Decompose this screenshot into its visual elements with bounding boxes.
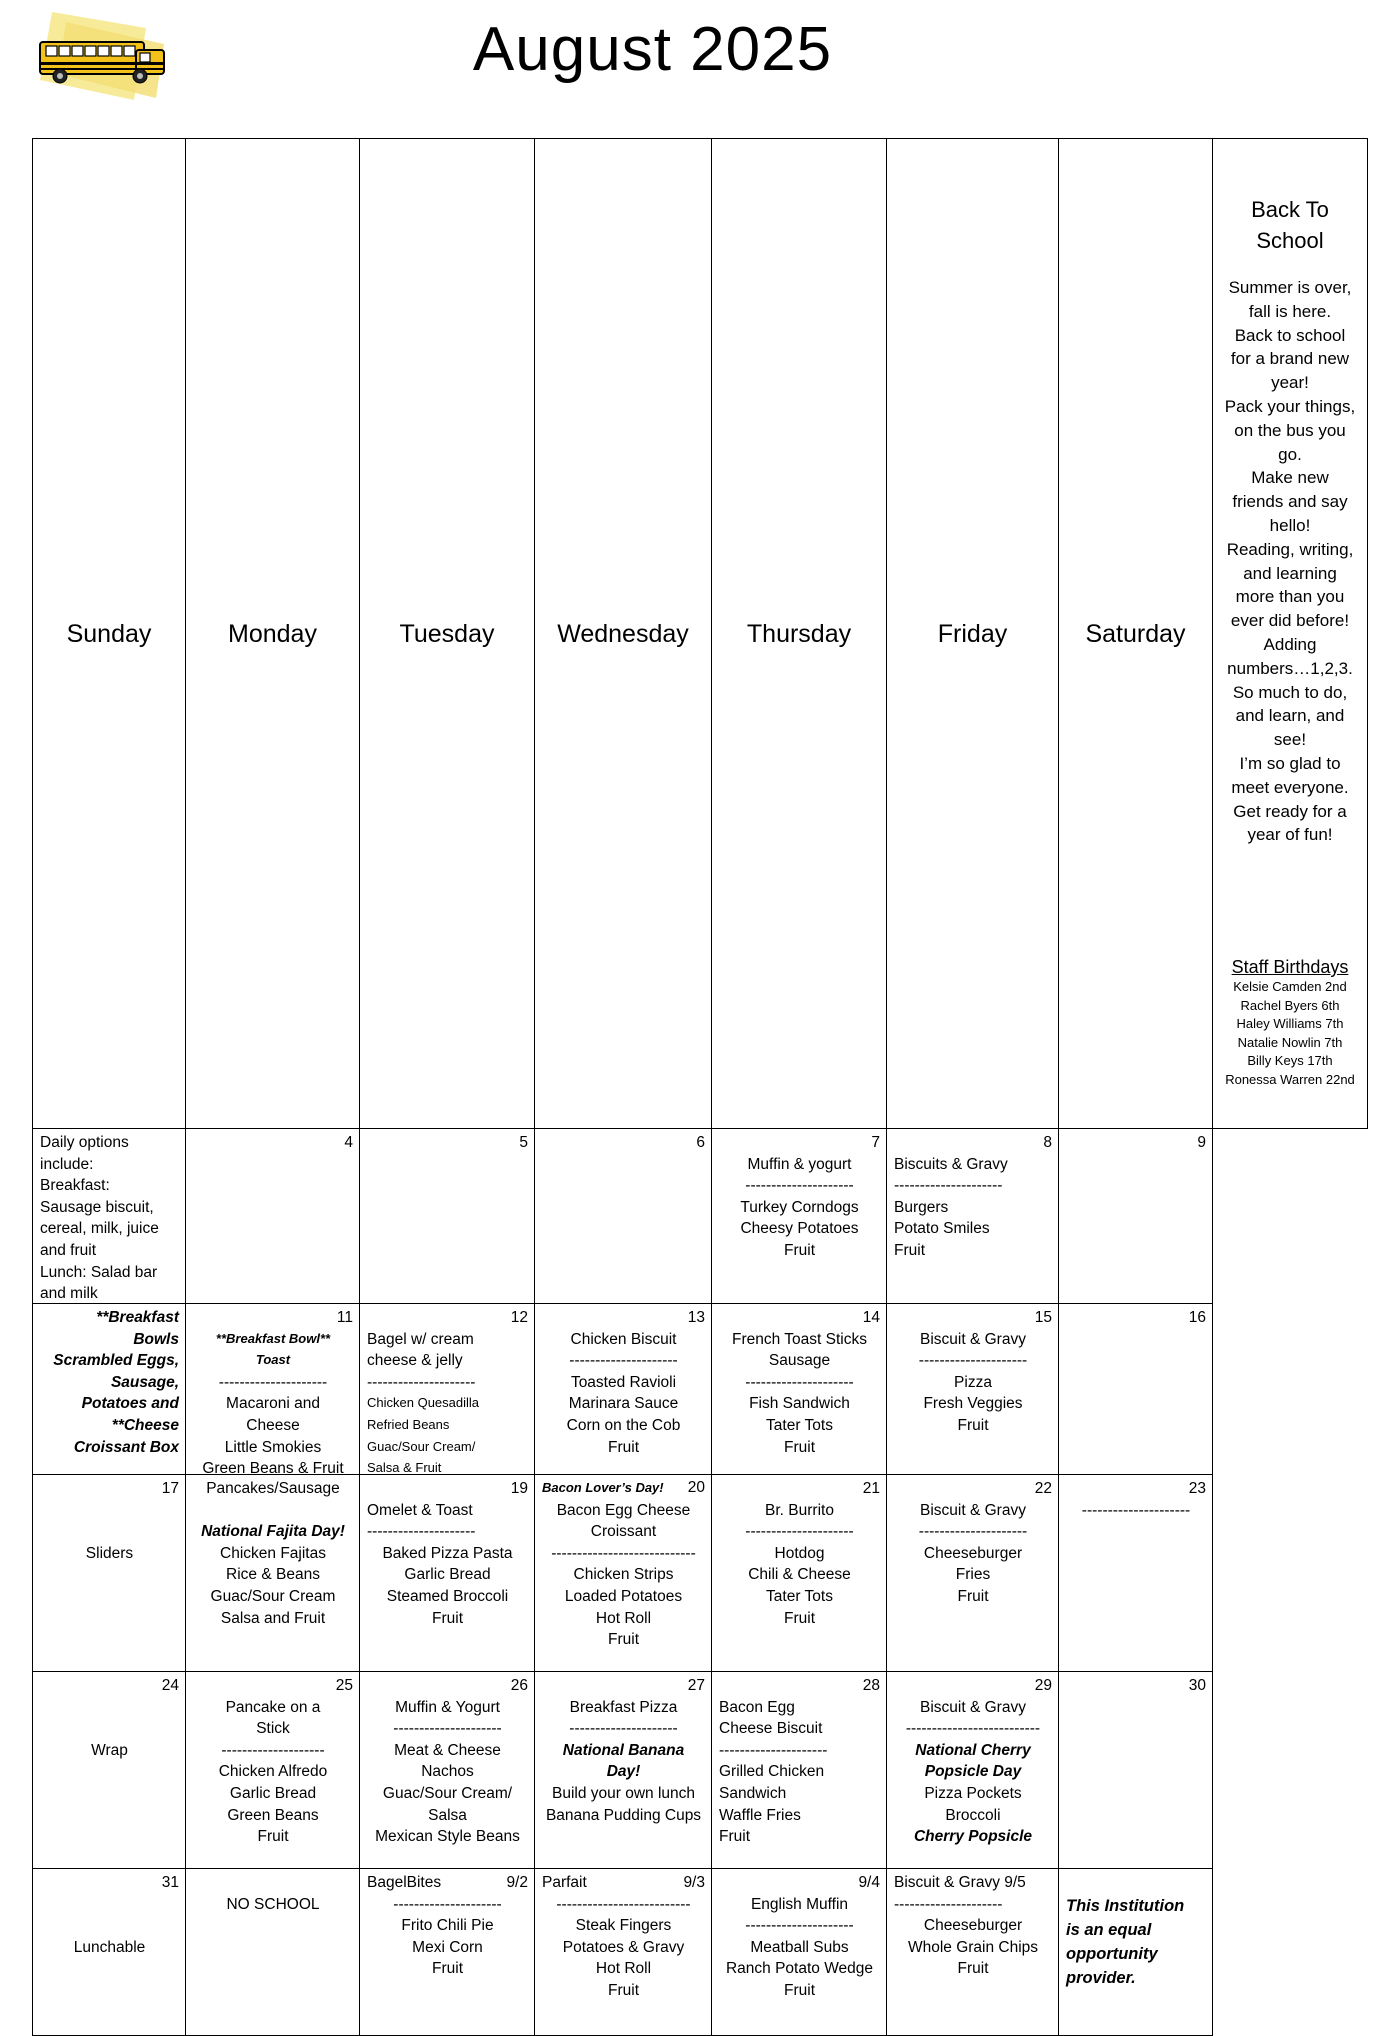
sidebar-panel	[1213, 139, 1368, 1129]
menu-line: Meatball Subs	[750, 1938, 849, 1956]
menu-line: Burgers	[894, 1198, 949, 1216]
calendar-day-cell	[887, 1672, 1059, 1869]
menu-line: ---------------------	[745, 1373, 854, 1391]
menu-line: Chicken Alfredo	[218, 1763, 328, 1781]
menu-line: Build your own lunch	[551, 1784, 696, 1802]
menu-line: Corn on the Cob	[566, 1416, 681, 1434]
poem-line: year!	[1271, 373, 1309, 393]
menu-line: Steak Fingers	[575, 1917, 672, 1935]
menu-line: Hotdog	[774, 1544, 825, 1562]
poem-line: Summer is over,	[1228, 278, 1352, 297]
calendar-day-cell	[186, 1672, 360, 1869]
menu-line: Br. Burrito	[765, 1501, 834, 1519]
poem-line: fall is here.	[1248, 301, 1332, 321]
menu-line: Cherry Popsicle	[913, 1828, 1033, 1846]
poem-line: Make new	[1251, 468, 1329, 488]
menu-line: Hot Roll	[595, 1609, 652, 1627]
calendar-day-cell	[712, 1475, 887, 1672]
menu-line: ---------------------	[894, 1895, 1003, 1913]
menu-line: Croissant	[590, 1523, 657, 1541]
poem-line: friends and say	[1232, 492, 1348, 512]
day-number: 20	[687, 1479, 705, 1496]
menu-line: Guac/Sour Cream/	[367, 1438, 476, 1454]
poem-line: and learning	[1243, 563, 1337, 583]
poem-line: year of fun!	[1247, 825, 1333, 845]
menu-line: Omelet & Toast	[367, 1501, 473, 1519]
calendar-day-cell	[535, 1304, 712, 1475]
menu-line	[40, 1521, 179, 1543]
menu-line: Muffin & Yogurt	[395, 1698, 500, 1716]
day-number: 4	[344, 1134, 353, 1151]
menu-line: **Cheese	[111, 1416, 179, 1434]
menu-line: Bowls	[133, 1330, 179, 1348]
menu-line: Guac/Sour Cream/	[382, 1784, 513, 1802]
day-number: 13	[687, 1309, 705, 1326]
menu-line: Potatoes & Gravy	[562, 1938, 685, 1956]
menu-line: This Institution	[1066, 1896, 1185, 1915]
menu-line: Chicken Biscuit	[570, 1330, 677, 1348]
day-number: 7	[871, 1134, 880, 1151]
menu-line: Frito Chili Pie	[401, 1917, 494, 1935]
calendar-day-cell	[887, 1475, 1059, 1672]
poem-line: Reading, writing,	[1226, 539, 1354, 559]
menu-line: Salsa and Fruit	[220, 1609, 326, 1627]
day-number: 9	[1197, 1134, 1206, 1151]
menu-line: ---------------------	[393, 1895, 502, 1913]
menu-line: Cheeseburger	[923, 1544, 1023, 1562]
day-number: 16	[1188, 1309, 1206, 1326]
weekday-header: Friday	[887, 139, 1059, 1129]
calendar-day-cell	[186, 1129, 360, 1304]
menu-line: ---------------------	[918, 1352, 1028, 1370]
staff-birthdays-list	[1213, 978, 1367, 1089]
menu-line: Banana Pudding Cups	[545, 1806, 702, 1824]
menu-line: Fruit	[784, 1981, 815, 1999]
menu-line: Muffin & yogurt	[747, 1155, 852, 1173]
menu-line: ---------------------	[367, 1523, 476, 1541]
menu-line	[40, 1718, 179, 1740]
weekday-header: Thursday	[712, 139, 887, 1129]
menu-line: include:	[40, 1155, 94, 1173]
menu-line: Daily options	[40, 1134, 129, 1151]
menu-line: Toast	[255, 1352, 291, 1368]
menu-line: cereal, milk, juice	[40, 1220, 159, 1238]
menu-line: Fruit	[894, 1241, 925, 1259]
menu-line-text: Parfait	[542, 1874, 587, 1891]
menu-line: Green Beans & Fruit	[202, 1460, 344, 1474]
menu-line: Pancakes/Sausage	[206, 1480, 340, 1497]
menu-line: Cheese	[246, 1416, 300, 1434]
day-number: 11	[336, 1309, 353, 1326]
day-number: 5	[519, 1134, 528, 1151]
menu-line: Croissant Box	[73, 1438, 179, 1456]
menu-line: Cheesy Potatoes	[740, 1220, 859, 1238]
menu-line: Fruit	[719, 1828, 750, 1846]
menu-line: Pizza Pockets	[924, 1784, 1022, 1802]
menu-line: Refried Beans	[367, 1416, 450, 1432]
menu-line: --------------------------	[556, 1895, 691, 1913]
menu-line: Turkey Corndogs	[740, 1198, 859, 1216]
poem-line: numbers…1,2,3.	[1227, 658, 1353, 678]
menu-line: Guac/Sour Cream	[210, 1587, 336, 1605]
menu-line: Waffle Fries	[719, 1806, 801, 1824]
menu-line	[40, 1894, 179, 1916]
back-to-school-poem	[1213, 276, 1367, 847]
calendar-day-cell	[186, 1869, 360, 2036]
calendar-day-cell	[535, 1869, 712, 2036]
day-number: 23	[1188, 1480, 1206, 1497]
calendar-day-cell	[33, 1869, 186, 2036]
menu-line: National Fajita Day!	[201, 1523, 345, 1541]
menu-line: Salsa & Fruit	[367, 1460, 442, 1474]
menu-line: Garlic Bread	[404, 1566, 491, 1584]
calendar-day-cell	[360, 1869, 535, 2036]
menu-line: Pizza	[954, 1373, 992, 1391]
menu-line: ---------------------	[393, 1720, 502, 1738]
menu-line: Fruit	[957, 1416, 989, 1434]
staff-birthdays-heading: Staff Birthdays	[1231, 957, 1349, 977]
menu-line: Baked Pizza Pasta	[382, 1544, 513, 1562]
menu-line: Fruit	[257, 1828, 289, 1846]
poem-line: meet everyone.	[1231, 777, 1349, 797]
menu-line: Chicken Quesadilla	[367, 1395, 480, 1411]
calendar-week-row	[33, 1129, 1368, 1304]
calendar-week-row	[33, 1304, 1368, 1475]
menu-line: Breakfast:	[40, 1177, 110, 1195]
day-number: 30	[1188, 1677, 1206, 1694]
calendar-day-cell	[33, 1672, 186, 1869]
day-number: 17	[161, 1480, 179, 1497]
menu-line: ---------------------	[569, 1720, 678, 1738]
calendar-day-cell	[712, 1129, 887, 1304]
menu-line: --------------------------	[905, 1720, 1041, 1738]
menu-line: and milk	[40, 1285, 98, 1303]
menu-line: Meat & Cheese	[394, 1741, 501, 1759]
day-number: 29	[1034, 1677, 1052, 1694]
menu-line: Bacon Egg	[719, 1698, 795, 1716]
calendar-day-cell	[887, 1869, 1059, 2036]
menu-line: Bagel w/ cream	[367, 1330, 474, 1348]
menu-line: Fruit	[608, 1981, 639, 1999]
day-number: 9/3	[683, 1874, 705, 1891]
calendar-day-cell	[360, 1129, 535, 1304]
menu-line-text: Bacon Lover’s Day!	[542, 1480, 664, 1495]
weekday-header: Wednesday	[535, 139, 712, 1129]
menu-line: Loaded Potatoes	[564, 1587, 683, 1605]
weekday-header: Tuesday	[360, 139, 535, 1129]
menu-line: Biscuit & Gravy	[920, 1330, 1026, 1348]
menu-line: Day!	[606, 1763, 641, 1781]
menu-line: ---------------------	[218, 1373, 328, 1391]
menu-line: Chicken Fajitas	[220, 1544, 326, 1562]
menu-line: Steamed Broccoli	[386, 1587, 509, 1605]
menu-line: Biscuit & Gravy	[920, 1698, 1026, 1716]
menu-line: provider.	[1066, 1968, 1136, 1987]
menu-line: ----------------------------	[551, 1544, 696, 1562]
poem-line: and learn, and	[1235, 706, 1345, 726]
calendar-day-cell	[33, 1129, 186, 1304]
menu-line: National Cherry	[915, 1741, 1031, 1759]
menu-line: --------------------	[221, 1741, 325, 1759]
calendar-week-row	[33, 1869, 1368, 2036]
menu-line: **Breakfast Bowl**	[215, 1330, 331, 1346]
staff-birthdays	[1213, 956, 1367, 1089]
menu-line	[40, 1697, 179, 1719]
menu-line: French Toast Sticks	[732, 1330, 867, 1348]
calendar-day-cell	[712, 1869, 887, 2036]
day-number: 27	[687, 1677, 705, 1694]
menu-line	[542, 1872, 705, 1894]
menu-line: Breakfast Pizza	[569, 1698, 678, 1716]
calendar-grid	[32, 138, 1368, 2036]
weekday-header: Monday	[186, 139, 360, 1129]
calendar-day-cell	[33, 1304, 186, 1475]
menu-line: Biscuit & Gravy 9/5	[894, 1874, 1026, 1891]
poem-line: Pack your things,	[1224, 396, 1356, 416]
menu-line: Fruit	[784, 1241, 815, 1259]
menu-line: Fruit	[608, 1631, 639, 1649]
menu-line: **Breakfast	[96, 1309, 179, 1326]
day-number: 24	[161, 1677, 179, 1694]
staff-birthday-entry: Ronessa Warren 22nd	[1225, 1071, 1355, 1087]
calendar-day-cell	[712, 1672, 887, 1869]
menu-line: Fruit	[432, 1609, 463, 1627]
calendar-day-cell	[186, 1304, 360, 1475]
menu-line: Green Beans	[227, 1806, 319, 1824]
menu-line: Stick	[256, 1720, 290, 1738]
menu-line: opportunity	[1066, 1944, 1158, 1963]
menu-line: Fresh Veggies	[923, 1395, 1023, 1413]
day-number: 15	[1034, 1309, 1052, 1326]
calendar-day-cell	[1059, 1304, 1213, 1475]
menu-line: Cheeseburger	[923, 1917, 1023, 1935]
poem-line: hello!	[1269, 515, 1311, 535]
menu-line	[367, 1872, 528, 1894]
menu-line: ---------------------	[894, 1177, 1003, 1195]
menu-line: Broccoli	[945, 1806, 1001, 1824]
menu-line: Garlic Bread	[229, 1784, 317, 1802]
menu-line: Fruit	[784, 1609, 815, 1627]
sidebar-title-line: School	[1256, 228, 1324, 253]
menu-line: Fish Sandwich	[749, 1395, 850, 1413]
menu-line-text: BagelBites	[367, 1874, 442, 1891]
school-bus-icon	[36, 10, 170, 102]
menu-line: ---------------------	[569, 1352, 678, 1370]
menu-line	[40, 1915, 179, 1937]
staff-birthday-entry: Haley Williams 7th	[1236, 1016, 1344, 1031]
menu-line: Sandwich	[719, 1784, 787, 1802]
menu-line: ---------------------	[1081, 1501, 1191, 1519]
calendar-day-cell	[33, 1475, 186, 1672]
sidebar-title-line: Back To	[1251, 197, 1329, 222]
menu-line: ---------------------	[719, 1741, 828, 1759]
calendar-week-row	[33, 1672, 1368, 1869]
menu-line: Hot Roll	[595, 1960, 652, 1978]
day-number: 9/2	[506, 1874, 528, 1891]
menu-line: NO SCHOOL	[226, 1895, 320, 1913]
calendar-day-cell	[535, 1475, 712, 1672]
menu-line: is an equal	[1066, 1920, 1152, 1939]
staff-birthday-entry: Rachel Byers 6th	[1240, 997, 1340, 1013]
menu-line: Fries	[955, 1566, 991, 1584]
day-number: 6	[696, 1134, 705, 1151]
menu-line: Grilled Chicken	[719, 1763, 825, 1781]
menu-line: Cheese Biscuit	[719, 1720, 823, 1738]
menu-line: ---------------------	[745, 1523, 854, 1541]
menu-line: Rice & Beans	[226, 1566, 320, 1584]
menu-line: ---------------------	[367, 1373, 476, 1391]
calendar-week-row	[33, 1475, 1368, 1672]
menu-line: ---------------------	[918, 1523, 1028, 1541]
menu-line	[40, 1500, 179, 1522]
menu-line: and fruit	[40, 1241, 97, 1259]
menu-line: ---------------------	[745, 1917, 854, 1935]
poem-line: ever did before!	[1230, 611, 1350, 631]
poem-line: more than you	[1235, 587, 1345, 607]
day-number: 9/4	[858, 1874, 880, 1891]
staff-birthday-entry: Billy Keys 17th	[1247, 1053, 1333, 1068]
menu-line: Sliders	[85, 1544, 134, 1562]
poem-line: for a brand new	[1230, 349, 1350, 369]
menu-line: Chicken Strips	[573, 1566, 674, 1584]
day-number: 22	[1034, 1480, 1052, 1497]
menu-line: Little Smokies	[224, 1438, 322, 1456]
menu-line: Potatoes and	[81, 1395, 179, 1413]
calendar-day-cell	[1059, 1869, 1213, 2036]
menu-line: Wrap	[91, 1741, 128, 1759]
sidebar-title	[1213, 194, 1367, 256]
menu-line: Biscuits & Gravy	[894, 1155, 1008, 1173]
menu-line: Ranch Potato Wedge	[725, 1960, 874, 1978]
menu-line: Chili & Cheese	[748, 1566, 851, 1584]
day-number: 8	[1043, 1134, 1052, 1151]
day-number: 21	[862, 1480, 880, 1497]
menu-line: Sausage	[768, 1352, 831, 1370]
menu-line: Lunch: Salad bar	[40, 1263, 158, 1281]
menu-line: Macaroni and	[226, 1395, 320, 1413]
weekday-header: Saturday	[1059, 139, 1213, 1129]
day-number: 25	[335, 1677, 353, 1694]
menu-line: Popsicle Day	[924, 1763, 1022, 1781]
menu-line: Salsa	[428, 1806, 467, 1824]
calendar-day-cell	[535, 1672, 712, 1869]
menu-line: Toasted Ravioli	[570, 1373, 677, 1391]
poem-line: see!	[1273, 730, 1307, 750]
menu-line	[193, 1500, 353, 1522]
menu-line: Fruit	[957, 1960, 989, 1978]
menu-line: Pancake on a	[225, 1698, 321, 1716]
day-number: 19	[510, 1480, 528, 1497]
staff-birthday-entry: Natalie Nowlin 7th	[1237, 1034, 1343, 1050]
menu-line: Tater Tots	[766, 1416, 833, 1434]
calendar-day-cell	[360, 1475, 535, 1672]
calendar-day-cell	[712, 1304, 887, 1475]
menu-line: Bacon Egg Cheese	[556, 1501, 691, 1519]
poem-line: Get ready for a	[1233, 801, 1347, 821]
menu-line: Lunchable	[73, 1938, 146, 1956]
calendar-day-cell	[186, 1475, 360, 1672]
calendar-day-cell	[1059, 1475, 1213, 1672]
calendar-day-cell	[535, 1129, 712, 1304]
staff-birthday-entry: Kelsie Camden 2nd	[1233, 979, 1347, 994]
menu-line: Sausage biscuit,	[40, 1198, 154, 1216]
menu-line: Fruit	[957, 1587, 989, 1605]
weekday-header: Sunday	[33, 139, 186, 1129]
day-number: 31	[161, 1874, 179, 1891]
menu-line: Sausage,	[110, 1373, 179, 1391]
menu-line	[542, 1478, 705, 1500]
menu-line: Fruit	[784, 1438, 815, 1456]
poem-line: Adding	[1263, 634, 1317, 654]
poem-line: on the bus you	[1234, 420, 1346, 440]
calendar-day-cell	[360, 1672, 535, 1869]
day-number: 26	[510, 1677, 528, 1694]
menu-line: Marinara Sauce	[568, 1395, 679, 1413]
menu-line	[193, 1872, 353, 1894]
day-number: 28	[862, 1677, 880, 1694]
calendar-day-cell	[360, 1304, 535, 1475]
calendar-day-cell	[887, 1304, 1059, 1475]
menu-line: Scrambled Eggs,	[53, 1352, 179, 1370]
calendar-day-cell	[887, 1129, 1059, 1304]
menu-line: Mexi Corn	[412, 1938, 483, 1956]
poem-line: I’m so glad to	[1239, 753, 1341, 773]
day-number: 12	[510, 1309, 528, 1326]
calendar-day-cell	[1059, 1672, 1213, 1869]
calendar-day-cell	[1059, 1129, 1213, 1304]
menu-line: National Banana	[562, 1741, 685, 1759]
poem-line: go.	[1278, 444, 1302, 464]
menu-line	[1066, 1872, 1206, 1894]
menu-line: ---------------------	[745, 1177, 854, 1195]
menu-line: Nachos	[421, 1763, 474, 1781]
day-number: 14	[862, 1309, 880, 1326]
menu-line: Whole Grain Chips	[907, 1938, 1039, 1956]
menu-line: Fruit	[432, 1960, 463, 1978]
page-title: August 2025	[472, 15, 833, 84]
menu-line: Fruit	[608, 1438, 639, 1456]
menu-line: Potato Smiles	[894, 1220, 990, 1238]
menu-line: English Muffin	[750, 1895, 849, 1913]
poem-line: Back to school	[1234, 325, 1346, 345]
menu-line: cheese & jelly	[367, 1352, 463, 1370]
menu-line: Mexican Style Beans	[375, 1828, 520, 1846]
menu-line: Tater Tots	[766, 1587, 833, 1605]
menu-line: Biscuit & Gravy	[920, 1501, 1026, 1519]
poem-line: So much to do,	[1232, 682, 1348, 702]
